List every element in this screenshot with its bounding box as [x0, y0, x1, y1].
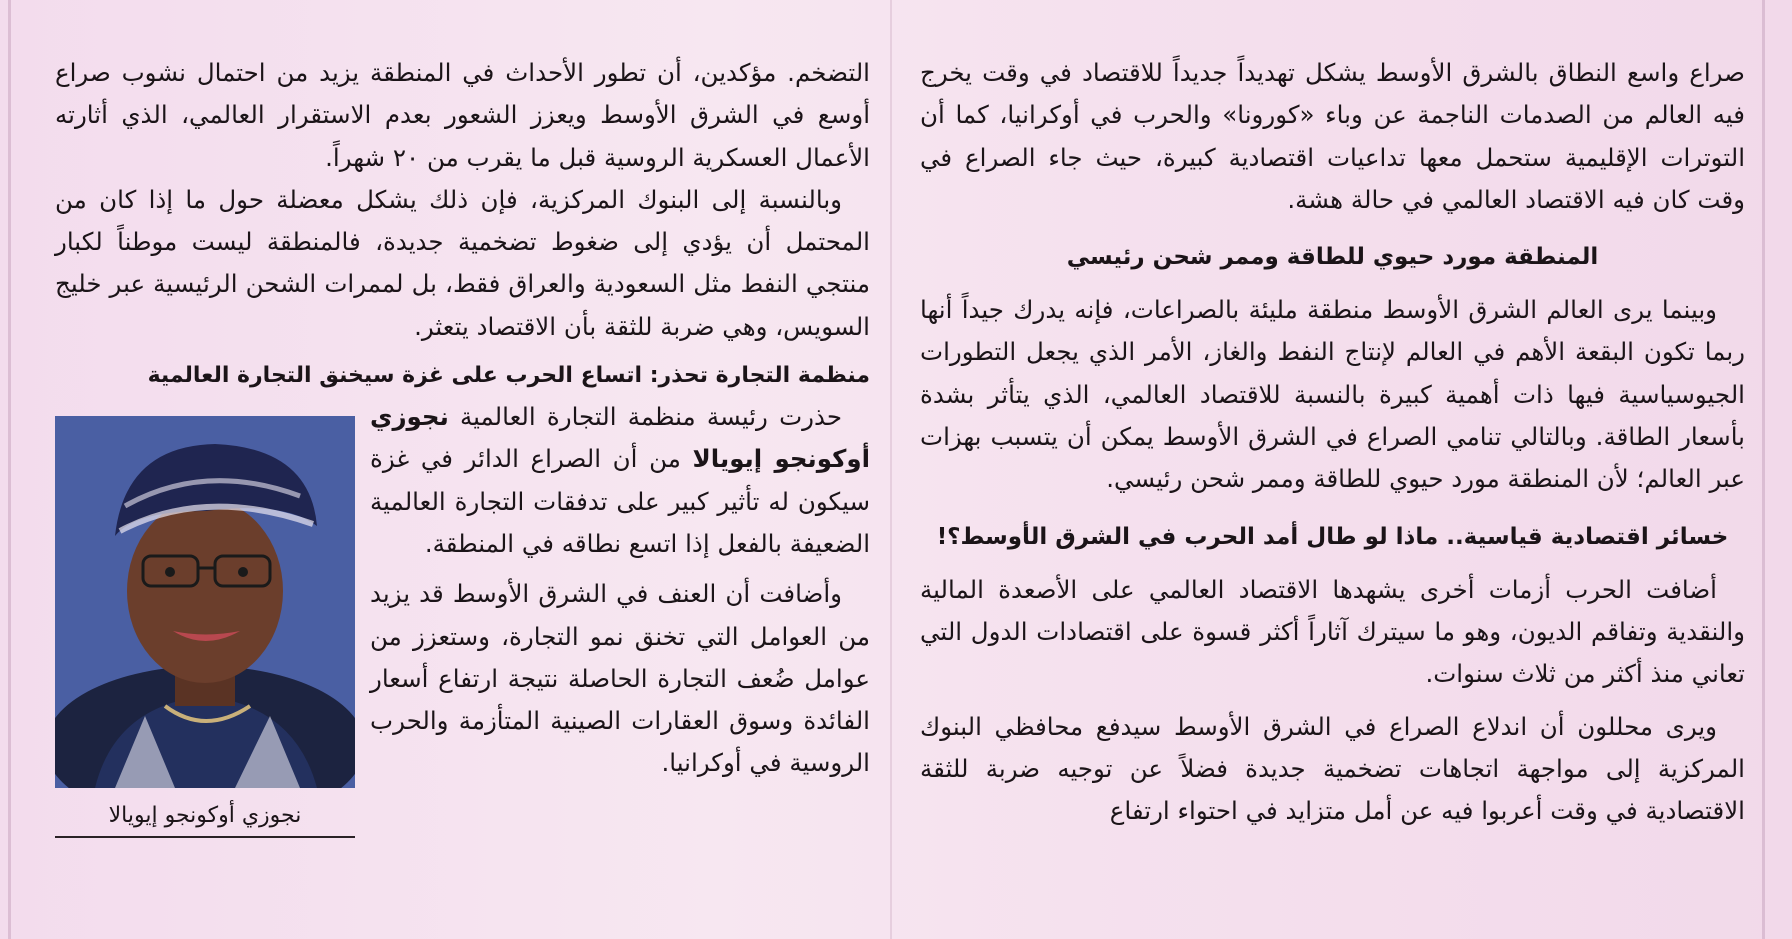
- section-heading-losses: خسائر اقتصادية قياسية.. ماذا لو طال أمد الحرب في الشرق الأوسط؟!: [936, 523, 1729, 550]
- column-gutter-line: [890, 0, 892, 939]
- inflation-paragraph: التضخم. مؤكدين، أن تطور الأحداث في المنطقة يزيد من احتمال نشوب صراع أوسع في الشرق الأوسط ويعزز الشعور بعدم الاستقرار العالمي، الذي أثارته الأعمال العسكرية الروسية قبل ما يقرب من ٢٠ شهراً.: [55, 58, 870, 172]
- fold-line: [8, 0, 11, 939]
- analysts-paragraph: ويرى محللون أن اندلاع الصراع في الشرق الأوسط سيدفع محافظي البنوك المركزية إلى مواجهة اتجاهات تضخمية جديدة فضلاً عن توجيه ضربة للثقة الاقتصادية في وقت أعربوا فيه عن أمل متزايد في احتواء ارتفاع: [920, 711, 1745, 826]
- person-name: نجوزي أوكونجو إيويالا: [370, 402, 870, 474]
- fold-line: [1762, 0, 1765, 939]
- left-column: [55, 52, 870, 876]
- right-column: [920, 52, 1745, 832]
- wto-warning-text: حذرت رئيسة منظمة التجارة العالمية: [448, 402, 842, 432]
- wto-warning-text-end: من أن الصراع الدائر في غزة سيكون له تأثير كبير على تدفقات التجارة العالمية الضعيفة بالفعل إذا اتسع نطاقه في المنطقة.: [370, 444, 870, 558]
- central-banks-paragraph: وبالنسبة إلى البنوك المركزية، فإن ذلك يشكل معضلة حول ما إذا كان من المحتمل أن يؤدي إلى ضغوط تضخمية جديدة، فالمنطقة ليست موطناً لكبار منتجي النفط مثل السعودية والعراق فقط، بل لممرات الشحن الرئيسية عبر خليج السويس، وهي ضربة للثقة بأن الاقتصاد يتعثر.: [55, 184, 870, 341]
- losses-paragraph: أضافت الحرب أزمات أخرى يشهدها الاقتصاد العالمي على الأصعدة المالية والنقدية وتفاقم الديون، وهو ما سيترك آثاراً أكثر قسوة على اقتصادات الدول التي تعاني منذ أكثر من ثلاث سنوات.: [920, 574, 1745, 689]
- section-heading-wto: منظمة التجارة تحذر: اتساع الحرب على غزة سيخنق التجارة العالمية: [147, 363, 870, 389]
- intro-paragraph: صراع واسع النطاق بالشرق الأوسط يشكل تهديداً جديداً للاقتصاد في وقت يخرج فيه العالم من الصدمات الناجمة عن وباء «كورونا» والحرب في أوكرانيا، كما أن التوترات الإقليمية ستحمل معها تداعيات اقتصادية كبيرة، حيث جاء الصراع في وقت كان فيه الاقتصاد العالمي في حالة هشة.: [920, 58, 1745, 214]
- photo-caption: نجوزي أوكونجو إيويالا: [55, 796, 355, 838]
- energy-paragraph: وبينما يرى العالم الشرق الأوسط منطقة مليئة بالصراعات، فإنه يدرك جيداً أنها ربما تكون البقعة الأهم في العالم لإنتاج النفط والغاز، الأمر الذي يجعل التطورات الجيوسياسية فيها ذات أهمية كبيرة بالنسبة للاقتصاد العالمي، الذي يتأثر بشدة بأسعار الطاقة. وبالتالي تنامي الصراع في الشرق الأوسط يمكن أن يتسبب بهزات عبر العالم؛ لأن المنطقة مورد حيوي للطاقة وممر شحن رئيسي.: [920, 295, 1745, 494]
- wto-figure-block: [55, 396, 870, 876]
- violence-paragraph: وأضافت أن العنف في الشرق الأوسط قد يزيد من العوامل التي تخنق نمو التجارة، وستعزز من عوامل ضُعف التجارة الحاصلة نتيجة ارتفاع أسعار الفائدة وسوق العقارات الصينية المتأزمة والحرب الروسية في أوكرانيا.: [370, 579, 870, 778]
- wto-text: [370, 396, 870, 785]
- portrait-photo: [55, 416, 355, 788]
- portrait-illustration: [55, 416, 355, 788]
- wto-warning-paragraph: [370, 396, 870, 565]
- section-heading-energy: المنطقة مورد حيوي للطاقة وممر شحن رئيسي: [1066, 244, 1599, 271]
